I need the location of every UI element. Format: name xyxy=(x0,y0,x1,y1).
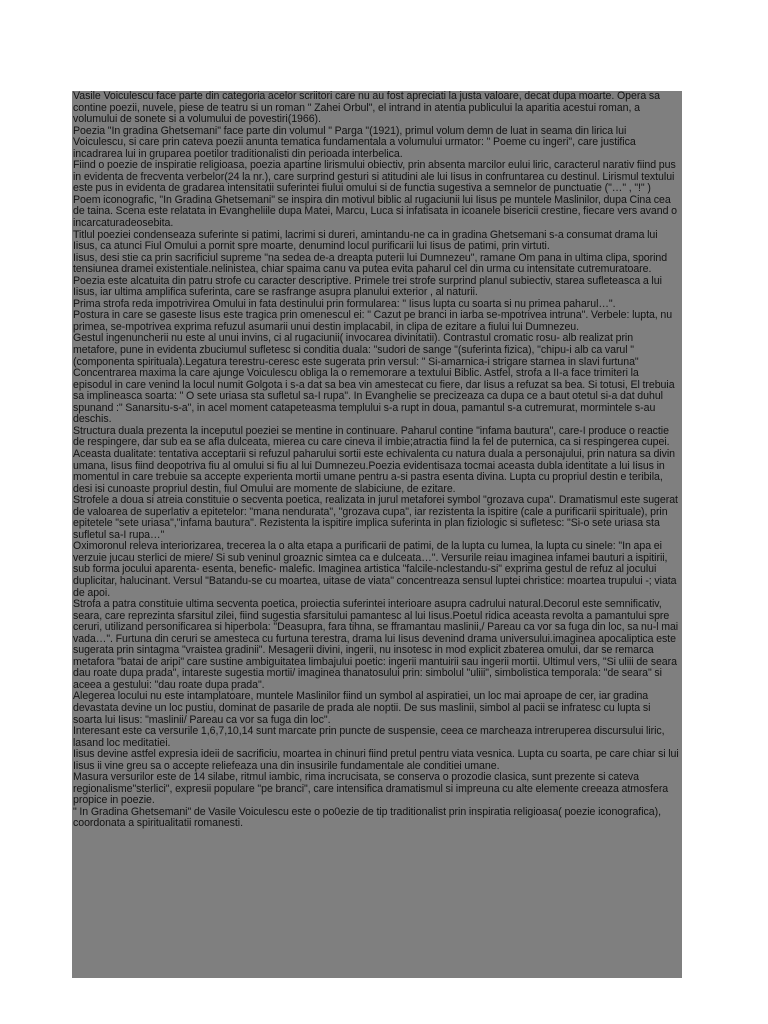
paragraph: Alegerea locului nu este intamplatoare, muntele Maslinilor fiind un symbol al aspiratiei, un loc mai aproape de cer, iar gradina devastata devine un loc pustiu, dominat de pasarile de prada ale noptii. De sus maslinii, simbol al pacii se infratesc cu lupta si soarta lui Iisus: "maslinii/ Pareau ca vor sa fuga din loc". xyxy=(73,690,651,726)
paragraph: Concentrarea maxima la care ajunge Voiculescu obliga la o rememorare a textului Biblic. Astfel, strofa a II-a face trimiteri la episodul in care venind la locul numit Golgota i s-a dat sa bea vin amestecat cu fiere, dar Iisus a refuzat sa bea. Si totusi, El trebuia sa implineasca soarta: " O sete uriasa sta sufletul sa-I rupa". In Evanghelie se precizeaza ca dupa ce a baut otetul si-a dat duhul spunand :" Sanarsitu-s-a", in acel moment catapeteasma templului s-a rupt in doua, pamantul s-a cutremurat, mormintele s-au deschis. xyxy=(73,367,675,426)
paragraph: Postura in care se gaseste Iisus este tragica prin omenescul ei: " Cazut pe branci in iarba se-mpotrivea intruna". Verbele: lupta, nu primea, se-mpotrivea exprima refuzul asumarii unui destin implacabil, in clipa de ezitare a fiului lui Dumnezeu. xyxy=(73,309,673,333)
paragraph: Structura duala prezenta la inceputul poeziei se mentine in continuare. Paharul contine "infama bautura", care-I produce o reactie de respingere, dar sub ea se afla dulceata, mierea cu care cineva il imbie;atractia fiind la fel de puternica, ca si respingerea cupei. Aceasta dualitate: tentativa acceptarii si refuzul paharului sortii este echivalenta cu natura duala a personajului, prin natura sa divin umana, Iisus fiind deopotriva fiu al omului si fiu al lui Dumnezeu.Poezia evidentisaza tocmai aceasta dubla identitate a lui Iisus in momentul in care trebuie sa accepte experienta mortii umane pentru a-si pastra esenta divina. Lupta cu propriul destin e teribila, desi isi cunoaste propriul destin, fiul Omului are momente de slabiciune, de ezitare. xyxy=(73,424,675,495)
paragraph: Poezia este alcatuita din patru strofe cu caracter descriptive. Primele trei strofe surprind planul subiectiv, starea sufleteasca a lui Iisus, iar ultima amplifica suferinta, care se rasfrange asupra planului exterior , al naturii. xyxy=(73,274,662,299)
paragraph: Fiind o poezie de inspiratie religioasa, poezia apartine lirismului obiectiv, prin absenta marcilor eului liric, caracterul narativ fiind pus in evidenta de frecventa verbelor(24 la nr.), care surprind gesturi si atitudini ale lui Iisus in confruntarea cu destinul. Lirismul textului este pus in evidenta de gradarea intensitatii suferintei fiului omului si de functia sugestiva a semnelor de punctuatie ("…" , "!" ) xyxy=(73,159,676,195)
paragraph: Oximoronul releva interiorizarea, trecerea la o alta etapa a purificarii de patimi, de la lupta cu lumea, la lupta cu sinele: "In apa ei verzuie jucau sterlici de miere/ Si sub veninul groaznic simtea ca e dulceata…". Versurile reiau imaginea infamei bauturi a ispitirii, sub forma jocului aparenta- esenta, benefic- malefic. Imaginea artistica "falcile-nclestandu-si" exprima gestul de refuz al jocului duplicitar, halucinant. Versul "Batandu-se cu moartea, uitase de viata" concentreaza sensul luptei christice: moartea trupului -; viata de apoi. xyxy=(73,540,677,599)
paragraph: Iisus, desi stie ca prin sacrificiul supreme "na sedea de-a dreapta puterii lui Dumnezeu", ramane Om pana in ultima clipa, sporind tensiunea dramei existentiale.nelinistea, chiar spaima canu va putea evita paharul cel din urma cu intensitate cutremuratoare. xyxy=(73,251,668,276)
paragraph: Poem iconografic, "In Gradina Ghetsemani" se inspira din motivul biblic al rugaciunii lui Iisus pe muntele Maslinilor, dupa Cina cea de taina. Scena este relatata in Evangheliile dupa Matei, Marcu, Luca si infatisata in icoanele bisericii crestine, fiecare vers avand o incarcaturadeosebita. xyxy=(73,193,677,230)
paragraph: Masura versurilor este de 14 silabe, ritmul iambic, rima incrucisata, se conserva o prozodie clasica, sunt prezente si cateva regionalisme"sterlici", expresii populare "pe branci", care intensifica dramatismul si impreuna cu alte elemente creeaza atmosfera propice in poezie. xyxy=(73,771,669,807)
paragraph: Poezia "In gradina Ghetsemani" face parte din volumul " Parga "(1921), primul volum demn de luat in seama din lirica lui Voiculescu, si care prin cateva poezii anunta tematica fundamentala a volumului urmator: " Poeme cu ingeri", care justifica incadrarea lui in gruparea poetilor traditionalisti din perioada interbelica. xyxy=(73,124,636,160)
paragraph: " In Gradina Ghetsemani" de Vasile Voiculescu este o po0ezie de tip traditionalist prin inspiratia religioasa( poezie iconografica), coordonata a spiritualitatii romanesti. xyxy=(73,805,661,830)
paragraph: Vasile Voiculescu face parte din categoria acelor scriitori care nu au fost apreciati la justa valoare, decat dupa moarte. Opera sa contine poezii, nuvele, piese de teatru si un roman " Zahei Orbul", el intrand in atentia publicului la aparitia acestui roman, a volumului de sonete si a volumului de povestiri(1966). xyxy=(73,91,660,126)
paragraph: Gestul ingenuncherii nu este al unui invins, ci al rugaciunii( invocarea divinitatii). Contrastul cromatic rosu- alb realizat prin metafore, pune in evidenta zbuciumul sufletesc si conditia duala: "sudori de sange "(suferinta fizica), "chipu-i alb ca varul "(componenta spirituala).Legatura terestru-ceresc este sugerata prin versul: " Si-amarnica-i strigare starnea in slavi furtuna" xyxy=(73,332,639,368)
document-page xyxy=(72,91,682,978)
paragraph: Prima strofa reda impotrivirea Omului in fata destinului prin formularea: " Iisus lupta cu soarta si nu primea paharul…". xyxy=(73,297,616,310)
paragraph: Interesant este ca versurile 1,6,7,10,14 sunt marcate prin puncte de suspensie, ceea ce marcheaza intreruperea discursului liric, lasand loc meditatiei. xyxy=(73,725,665,749)
paragraph: Strofele a doua si atreia constituie o secventa poetica, realizata in jurul metaforei symbol "grozava cupa". Dramatismul este sugerat de valoarea de superlativ a epitetelor: "mana nendurata", "grozava cupa", iar rezistenta la ispitire (cale a purificarii spirituale), prin epitetele "sete uriasa","infama bautura". Rezistenta la ispitire implica suferinta in plan fiziologic si sufletesc: "Si-o sete uriasa sta sufletul sa-I rupa…" xyxy=(73,494,678,541)
paragraph: Titlul poeziei condenseaza suferinte si patimi, lacrimi si dureri, amintandu-ne ca in gradina Ghetsemani s-a consumat drama lui Iisus, ca atunci Fiul Omului a pornit spre moarte, denumind locul purificarii lui Iisus de patimi, prin virtuti. xyxy=(73,228,658,253)
paragraph: Iisus devine astfel expresia ideii de sacrificiu, moartea in chinuri fiind pretul pentru viata vesnica. Lupta cu soarta, pe care chiar si lui Iisus ii vine greu sa o accepte reliefeaza una din insusirile fundamentale ale conditiei umane. xyxy=(73,748,679,772)
paragraph: Strofa a patra constituie ultima secventa poetica, proiectia suferintei interioare asupra cadrului natural.Decorul este semnificativ, seara, care reprezinta sfarsitul zilei, fiind sugestia sfarsitului pamantesc al lui Iisus.Poetul ridica aceasta revolta a pamantului spre ceruri, utilizand personificarea si hiperbola: "Deasupra, fara tihna, se fframantau maslinii,/ Pareau ca vor sa fuga din loc, sa nu-l mai vada…". Furtuna din ceruri se amesteca cu furtuna terestra, drama lui Iisus devenind drama universului.imaginea apocaliptica este sugerata prin sintagma "vraistea gradinii". Mesagerii divini, ingerii, nu insotesc in mod explicit zbaterea omului, dar se remarca metafora "batai de aripi" care sustine ambiguitatea limbajului poetic: ingerii mantuirii sau ingerii mortii. Ultimul vers, "Si uliii de seara dau roate dupa prada", intareste sugestia mortii/ imaginea thanatosului prin: simbolul "uliii", simbolistica temporala: "de seara" si aceea a gestului: "dau roate dupa prada". xyxy=(73,598,679,691)
